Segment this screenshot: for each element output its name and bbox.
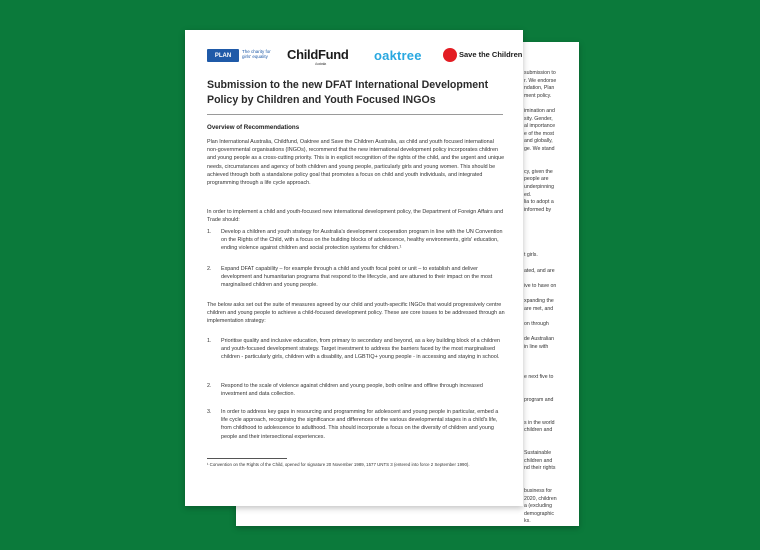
back-page-line: children and: [524, 427, 553, 434]
list-number: 1.: [207, 229, 212, 235]
back-page-line: on through: [524, 320, 549, 327]
list-number: 2.: [207, 266, 212, 272]
back-page-line: informed by: [524, 206, 552, 213]
paragraph-asks: The below asks set out the suite of measures agreed by our child and youth-specific INGOs that would progressively centre children and young people to achieve a child-focused development policy. These are core issues to be addressed through an implementation strategy:: [207, 302, 505, 325]
back-page-line: ndation, Plan: [524, 85, 555, 92]
save-the-children-logo: Save the Children: [459, 50, 523, 59]
oaktree-logo: oaktree: [374, 48, 422, 63]
footnote: ¹ Convention on the Rights of the Child, opened for signature 20 November 1989, 1577 UNTS 3 (entered into force 2 September 1990).: [207, 462, 470, 467]
back-page-line: people are: [524, 176, 549, 183]
list-number: 3.: [207, 409, 212, 415]
back-page-line: r. We endorse: [524, 77, 557, 84]
back-page-line: ed.: [524, 191, 532, 198]
back-page-line: e next five to: [524, 374, 554, 380]
list-item: [207, 337, 505, 362]
list-item: [207, 382, 505, 398]
section-heading: Overview of Recommendations: [207, 124, 300, 131]
title-divider: [207, 114, 503, 115]
back-page-line: ated, and are: [524, 267, 555, 274]
list-number: 1.: [207, 338, 212, 344]
document-title: Submission to the new DFAT International Development Policy by Children and Youth Focused INGOs: [207, 79, 489, 106]
list-item: [207, 265, 505, 290]
front-page: [185, 30, 523, 506]
back-page-line: nd their rights: [524, 465, 556, 472]
back-page-line: cy, given the: [524, 168, 553, 175]
list-item-text: In order to address key gaps in resourcing and programming for adolescent and young people in particular, embed a life cycle approach, recognising the significance and differences of the various developmental stages in a child's life, from childhood to adolescence to adulthood. This should incorporate a focus on the diversity of children and young people and their intersectional experiences.: [221, 409, 499, 440]
back-page-line: submission to: [524, 70, 556, 76]
childfund-sub: Australia: [315, 62, 326, 66]
back-page-line: underpinning: [524, 184, 554, 190]
back-page-line: are met, and: [524, 305, 554, 312]
back-page-line: t girls.: [524, 252, 538, 259]
back-page-line: e of the most: [524, 130, 554, 137]
back-page-line: Sustainable: [524, 450, 552, 456]
back-page-line: ment policy.: [524, 92, 552, 99]
back-page-line: de Australian: [524, 336, 554, 342]
back-page-line: business for: [524, 488, 552, 494]
back-page-line: ive to have on: [524, 282, 557, 289]
childfund-logo: [287, 47, 349, 66]
back-page-line: children and: [524, 457, 553, 464]
back-page-line: imination and: [524, 108, 555, 114]
back-page-line: lia to adopt a: [524, 199, 554, 206]
partner-logos: [207, 46, 523, 68]
plan-logo: PLAN: [207, 49, 239, 62]
back-page-line: a (excluding: [524, 503, 552, 510]
back-page-line: demographic: [524, 510, 554, 517]
back-page-line: ge. We stand: [524, 146, 555, 152]
back-page-line: al importance: [524, 123, 556, 130]
back-page-line: s in the world: [524, 419, 555, 426]
list-item-text: Respond to the scale of violence against children and young people, both online and offline through increased investment and data collection.: [221, 383, 483, 398]
list-number: 2.: [207, 383, 212, 389]
back-page-line: xpanding the: [524, 298, 554, 304]
back-page-line: sity. Gender,: [524, 115, 553, 122]
back-page-line: program and: [524, 396, 554, 403]
back-page-line: and globally,: [524, 138, 553, 145]
paragraph-implement: In order to implement a child and youth-focused new international development policy, the Department of Foreign Affairs and Trade should:: [207, 209, 504, 224]
list-item: [207, 228, 505, 253]
back-page-line: in line with: [524, 343, 549, 350]
paragraph-intro: Plan International Australia, Childfund, Oaktree and Save the Children Australia, as child and youth focused international non-governmental organisations (INGOs), recommend that the new international development policy incorporates children and young people as a cross-cutting priority. This is in explicit recognition of the rights of the child, and the urgent and unique needs, circumstances and agency of both children and young people, particularly girls and young women. This should be achieved through both a standalone policy goal that promotes a focus on child and youth individuals, and integrated programming through a life cycle approach.: [207, 139, 505, 187]
footnote-divider: [207, 458, 287, 459]
list-item-text: Develop a children and youth strategy for Australia's development cooperation program in line with the UN Convention on the Rights of the Child, with a focus on the building blocks of adolescence, healthy environments, girls' education, ending violence against children and social protection systems for children.¹: [221, 229, 503, 252]
back-page-line: ks.: [524, 518, 531, 525]
childfund-logo-text: ChildFund: [287, 47, 349, 62]
back-page-line: 2020, children: [524, 495, 557, 502]
save-the-children-icon: [443, 48, 457, 62]
plan-tagline: The charity for girls' equality: [242, 49, 271, 59]
list-item-text: Expand DFAT capability – for example through a child and youth focal point or unit – to establish and deliver development and humanitarian programs that respond to the lifecycle, and are attuned to their impact on the most marginalised children and young people.: [221, 266, 493, 289]
list-item-text: Prioritise quality and inclusive education, from primary to secondary and beyond, as a key building block of a children and youth-focused development strategy. Target investment to address the barriers faced by the most marginalised children - particularly girls, children with a disability, and LGBTIQ+ young people - in accessing and staying in school.: [221, 338, 500, 361]
list-item: [207, 408, 505, 441]
